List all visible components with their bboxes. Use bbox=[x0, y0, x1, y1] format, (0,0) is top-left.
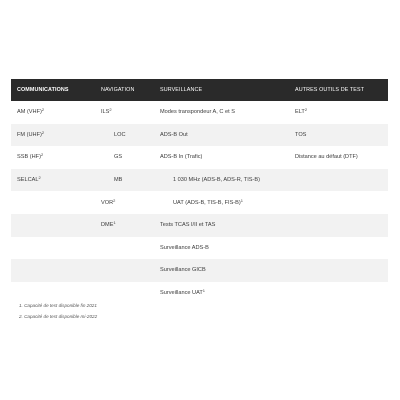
cell-surveillance: Surveillance GICB bbox=[160, 267, 206, 274]
cell-navigation: MB bbox=[114, 177, 123, 184]
cell-navigation bbox=[95, 259, 154, 282]
cell-navigation bbox=[95, 282, 154, 305]
cell-other-tools: TOS bbox=[295, 131, 307, 138]
table-row bbox=[11, 146, 388, 169]
cell-surveillance: Modes transpondeur A, C et S bbox=[160, 109, 235, 116]
cell-other-tools: ELT$^2$ bbox=[295, 107, 308, 116]
cell-navigation bbox=[95, 237, 154, 260]
table-row bbox=[11, 124, 388, 147]
cell-surveillance: ADS-B In (Trafic) bbox=[160, 154, 203, 161]
table-header-row bbox=[11, 79, 388, 101]
table-row bbox=[11, 214, 388, 237]
table-row bbox=[11, 237, 388, 260]
cell-communications: FM (UHF)$^2$ bbox=[17, 129, 45, 138]
header-communications: COMMUNICATIONS bbox=[17, 87, 69, 93]
table-row bbox=[11, 101, 388, 124]
cell-navigation: LOC bbox=[114, 131, 126, 138]
cell-surveillance: Tests TCAS I/II et TAS bbox=[160, 222, 216, 229]
footnote-1: 1. Capacité de test disponible fin 2021 bbox=[19, 303, 97, 308]
cell-other-tools bbox=[289, 191, 388, 214]
cell-other-tools bbox=[289, 169, 388, 192]
table-row bbox=[11, 191, 388, 214]
cell-other-tools bbox=[289, 214, 388, 237]
header-surveillance: SURVEILLANCE bbox=[160, 87, 203, 93]
cell-other-tools bbox=[289, 259, 388, 282]
footnote-2: 2. Capacité de test disponible mi-2022 bbox=[19, 314, 98, 319]
capabilities-table bbox=[11, 79, 388, 304]
cell-communications bbox=[11, 237, 95, 260]
cell-other-tools: Distance au défaut (DTF) bbox=[295, 154, 358, 161]
cell-surveillance: Surveillance UAT$^1$ bbox=[160, 288, 206, 297]
cell-communications bbox=[11, 259, 95, 282]
cell-navigation: DME$^1$ bbox=[101, 220, 116, 229]
table-row bbox=[11, 169, 388, 192]
cell-surveillance: ADS-B Out bbox=[160, 131, 188, 138]
table-row bbox=[11, 259, 388, 282]
cell-communications bbox=[11, 214, 95, 237]
cell-surveillance: UAT (ADS-B, TIS-B, FIS-B)$^1$ bbox=[173, 197, 243, 206]
cell-other-tools bbox=[289, 282, 388, 305]
cell-navigation: VOR$^2$ bbox=[101, 197, 116, 206]
cell-communications: SELCAL$^2$ bbox=[17, 175, 41, 184]
cell-communications bbox=[11, 191, 95, 214]
cell-other-tools bbox=[289, 237, 388, 260]
cell-communications: SSB (HF)$^2$ bbox=[17, 152, 44, 161]
cell-communications: AM (VHF)$^2$ bbox=[17, 107, 45, 116]
cell-surveillance: 1 030 MHz (ADS-B, ADS-R, TIS-B) bbox=[173, 177, 260, 184]
capabilities-table-container bbox=[11, 79, 388, 304]
cell-navigation: GS bbox=[114, 154, 123, 161]
footnotes bbox=[19, 300, 97, 322]
header-navigation: NAVIGATION bbox=[101, 87, 135, 93]
header-other-test-tools: AUTRES OUTILS DE TEST bbox=[295, 87, 365, 93]
cell-surveillance: Surveillance ADS-B bbox=[160, 244, 209, 251]
cell-navigation: ILS$^2$ bbox=[101, 107, 112, 116]
